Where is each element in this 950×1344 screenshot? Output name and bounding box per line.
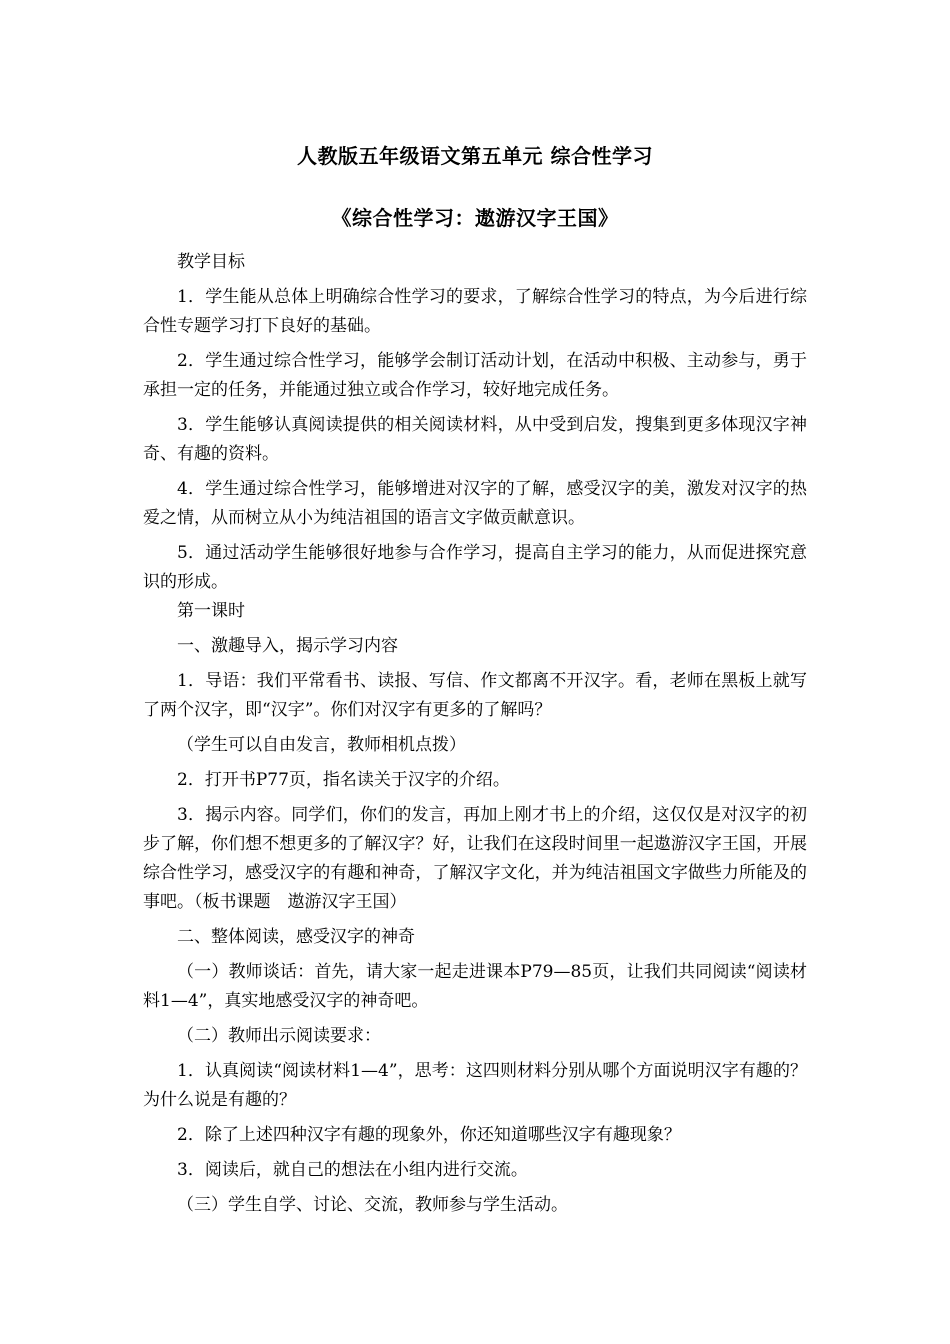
paragraph: 2．学生通过综合性学习，能够学会制订活动计划，在活动中积极、主动参与，勇于承担一定的任务，并能通过独立或合作学习，较好地完成任务。 — [143, 351, 807, 400]
paragraph: 4．学生通过综合性学习，能够增进对汉字的了解，感受汉字的美，激发对汉字的热爱之情，从而树立从小为纯洁祖国的语言文字做贡献意识。 — [143, 479, 807, 528]
paragraph: 1．认真阅读“阅读材料1—4”，思考：这四则材料分别从哪个方面说明汉字有趣的？为什么说是有趣的？ — [143, 1061, 807, 1110]
paragraph: 5．通过活动学生能够很好地参与合作学习，提高自主学习的能力，从而促进探究意识的形成。 — [143, 543, 807, 592]
paragraph: 2．除了上述四种汉字有趣的现象外，你还知道哪些汉字有趣现象？ — [177, 1125, 681, 1145]
paragraph: （二）教师出示阅读要求： — [177, 1026, 381, 1046]
document-body — [143, 248, 807, 1220]
paragraph: （一）教师谈话：首先，请大家一起走进课本P79—85页，让我们共同阅读“阅读材料1—4”，真实地感受汉字的神奇吧。 — [143, 962, 807, 1011]
section-heading-lesson-one: 第一课时 — [177, 601, 245, 621]
paragraph: （学生可以自由发言，教师相机点拨） — [177, 735, 466, 755]
paragraph: 3．学生能够认真阅读提供的相关阅读材料，从中受到启发，搜集到更多体现汉字神奇、有趣的资料。 — [143, 415, 807, 464]
paragraph: 1．学生能从总体上明确综合性学习的要求，了解综合性学习的特点，为今后进行综合性专题学习打下良好的基础。 — [143, 287, 807, 336]
paragraph: 2．打开书P77页，指名读关于汉字的介绍。 — [177, 770, 510, 790]
paragraph: 3．揭示内容。同学们，你们的发言，再加上刚才书上的介绍，这仅仅是对汉字的初步了解，你们想不想更多的了解汉字？好，让我们在这段时间里一起遨游汉字王国，开展综合性学习，感受汉字的有趣和神奇，了解汉字文化，并为纯洁祖国文字做些力所能及的事吧。（板书课题 遨游汉字王国） — [143, 805, 807, 912]
document-subtitle: 《综合性学习：遨游汉字王国》 — [331, 206, 619, 230]
paragraph: 3．阅读后，就自己的想法在小组内进行交流。 — [177, 1160, 528, 1180]
section-heading-objectives: 教学目标 — [177, 252, 245, 272]
section-heading: 一、激趣导入，揭示学习内容 — [177, 636, 398, 656]
paragraph: （三）学生自学、讨论、交流，教师参与学生活动。 — [177, 1195, 568, 1215]
paragraph: 1．导语：我们平常看书、读报、写信、作文都离不开汉字。看，老师在黑板上就写了两个汉字，即“汉字”。你们对汉字有更多的了解吗？ — [143, 671, 807, 720]
section-heading: 二、整体阅读，感受汉字的神奇 — [177, 927, 415, 947]
document-title: 人教版五年级语文第五单元 综合性学习 — [297, 144, 653, 168]
